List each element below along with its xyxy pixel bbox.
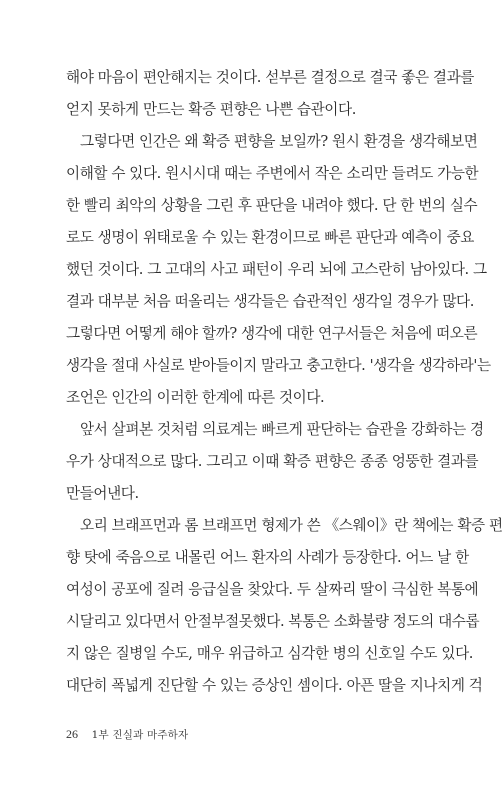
text-line: 생각을 절대 사실로 받아들이지 말라고 충고한다. '생각을 생각하라'는 bbox=[66, 357, 491, 374]
page-number: 26 bbox=[66, 727, 78, 741]
text-line: 여성이 공포에 질려 응급실을 찾았다. 두 살짜리 딸이 극심한 복통에 bbox=[66, 581, 479, 598]
text-line: 대단히 폭넓게 진단할 수 있는 증상인 셈이다. 아픈 딸을 지나치게 걱 bbox=[66, 677, 483, 694]
text-line: 했던 것이다. 그 고대의 사고 패턴이 우리 뇌에 고스란히 남아있다. 그 bbox=[66, 261, 487, 278]
text-line: 로도 생명이 위태로울 수 있는 환경이므로 빠른 판단과 예측이 중요 bbox=[66, 229, 474, 246]
text-line: 우가 상대적으로 많다. 그리고 이때 확증 편향은 종종 엉뚱한 결과를 bbox=[66, 453, 479, 470]
text-line: 시달리고 있다면서 안절부절못했다. 복통은 소화불량 정도의 대수롭 bbox=[66, 613, 480, 630]
paragraph-first-line: 오리 브래프먼과 롬 브래프먼 형제가 쓴 《스웨이》란 책에는 확증 편 bbox=[80, 517, 503, 534]
paragraph-first-line: 앞서 살펴본 것처럼 의료계는 빠르게 판단하는 습관을 강화하는 경 bbox=[80, 421, 484, 438]
page-footer bbox=[66, 724, 188, 744]
body-text bbox=[66, 62, 503, 702]
text-line: 이해할 수 있다. 원시시대 때는 주변에서 작은 소리만 들려도 가능한 bbox=[66, 165, 479, 182]
text-line: 만들어낸다. bbox=[66, 485, 139, 502]
text-line: 조언은 인간의 이러한 한계에 따른 것이다. bbox=[66, 389, 325, 406]
text-line: 얻지 못하게 만드는 확증 편향은 나쁜 습관이다. bbox=[66, 101, 356, 118]
running-footer-title: 1부 진실과 마주하자 bbox=[91, 729, 189, 741]
text-line: 그렇다면 어떻게 해야 할까? 생각에 대한 연구서들은 처음에 떠오른 bbox=[66, 325, 478, 342]
text-line: 해야 마음이 편안해지는 것이다. 섣부른 결정으로 결국 좋은 결과를 bbox=[66, 69, 474, 86]
text-line: 향 탓에 죽음으로 내몰린 어느 환자의 사례가 등장한다. 어느 날 한 bbox=[66, 549, 469, 566]
text-line: 한 빨리 최악의 상황을 그린 후 판단을 내려야 했다. 단 한 번의 실수 bbox=[66, 197, 478, 214]
text-line: 지 않은 질병일 수도, 매우 위급하고 심각한 병의 신호일 수도 있다. bbox=[66, 645, 474, 662]
text-line: 결과 대부분 처음 떠올리는 생각들은 습관적인 생각일 경우가 많다. bbox=[66, 293, 474, 310]
paragraph-first-line: 그렇다면 인간은 왜 확증 편향을 보일까? 원시 환경을 생각해보면 bbox=[80, 133, 478, 150]
